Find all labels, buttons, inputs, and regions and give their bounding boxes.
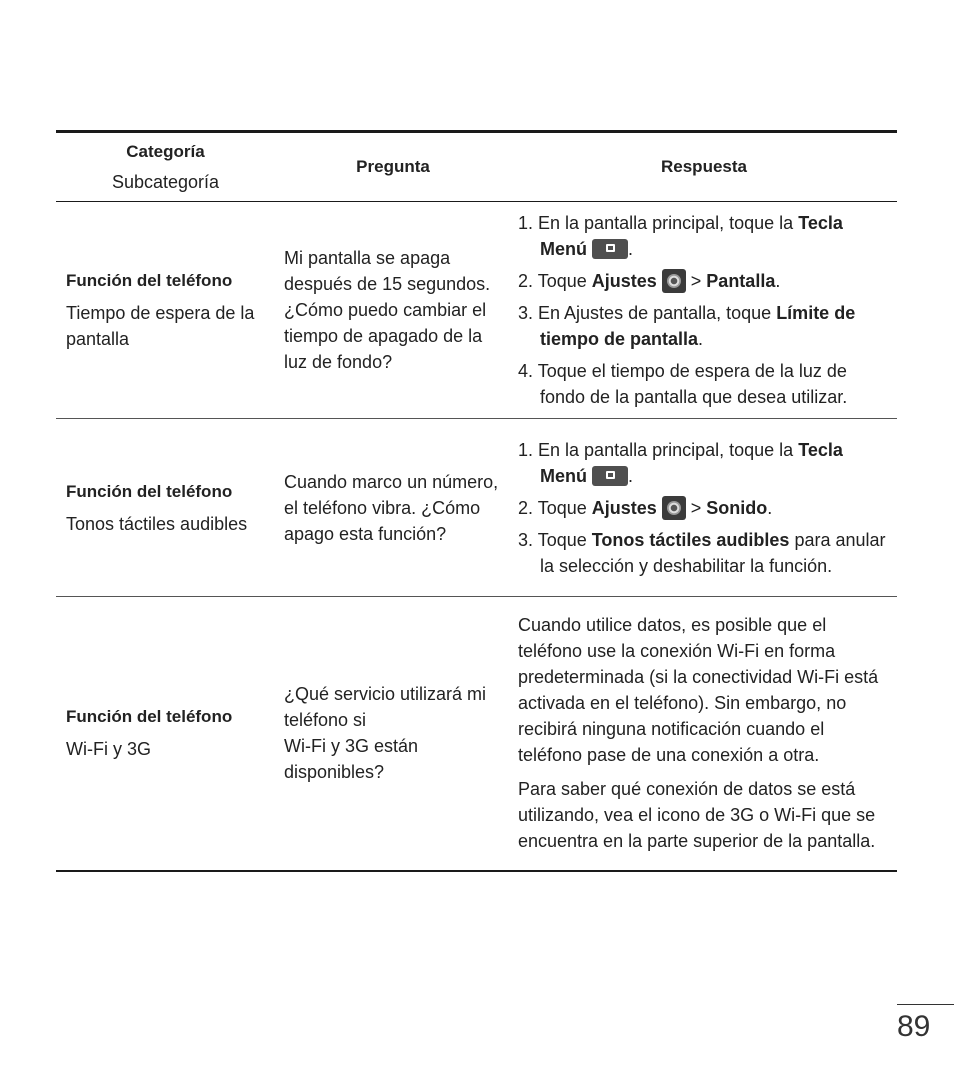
- table-row: [56, 419, 897, 597]
- header-question: Pregunta: [275, 132, 511, 202]
- answer-steps: [518, 437, 887, 579]
- step-item: 1. En la pantalla principal, toque la Tecla Menú .: [518, 213, 843, 259]
- menu-key-icon: [592, 466, 628, 486]
- category-title: Función del teléfono: [66, 707, 233, 727]
- step-item: 2. Toque Ajustes > Sonido.: [518, 497, 773, 518]
- category-cell: [56, 419, 275, 597]
- step-item: 3. En Ajustes de pantalla, toque Límite de tiempo de pantalla.: [518, 303, 856, 349]
- answer-paragraph: Cuando utilice datos, es posible que el teléfono use la conexión Wi-Fi en forma predeterminada (si la conectividad Wi-Fi está activada en el teléfono). Sin embargo, no recibirá ninguna notificación cuando el teléfono pase de una conexión a otra.: [518, 615, 879, 766]
- category-cell: [56, 202, 275, 419]
- answer-steps: [518, 210, 887, 410]
- answer-paragraph: Para saber qué conexión de datos se está utilizando, vea el icono de 3G o Wi-Fi que se encuentra en la parte superior de la pantalla.: [518, 779, 876, 852]
- question-line: Wi-Fi y 3G están disponibles?: [284, 736, 419, 783]
- answer-cell: [511, 419, 897, 597]
- category-cell: [56, 597, 275, 871]
- step-item: 1. En la pantalla principal, toque la Tecla Menú .: [518, 439, 843, 486]
- question-cell: Cuando marco un número, el teléfono vibra. ¿Cómo apago esta función?: [275, 419, 511, 597]
- header-category-label: Categoría: [126, 142, 205, 161]
- subcategory-text: Wi-Fi y 3G: [66, 739, 151, 760]
- subcategory-text: Tonos táctiles audibles: [66, 513, 248, 534]
- settings-gear-icon: [662, 496, 686, 520]
- page-number: 89: [897, 1010, 931, 1043]
- header-answer: Respuesta: [511, 132, 897, 202]
- step-item: 2. Toque Ajustes > Pantalla.: [518, 271, 781, 291]
- faq-table: [56, 130, 897, 872]
- header-category: [56, 132, 275, 202]
- settings-gear-icon: [662, 269, 686, 293]
- step-item: 3. Toque Tonos táctiles audibles para anular la selección y deshabilitar la función.: [518, 529, 886, 576]
- table-row: [56, 202, 897, 419]
- category-title: Función del teléfono: [66, 481, 233, 501]
- table-header-row: [56, 132, 897, 202]
- menu-key-icon: [592, 239, 628, 259]
- answer-cell: [511, 597, 897, 871]
- question-cell: [275, 597, 511, 871]
- question-line: ¿Qué servicio utilizará mi teléfono si: [284, 684, 487, 731]
- page-number-rule: [897, 1004, 954, 1005]
- table-row: [56, 597, 897, 871]
- answer-cell: [511, 202, 897, 419]
- header-subcategory-label: Subcategoría: [111, 172, 220, 192]
- subcategory-text: Tiempo de espera de la pantalla: [66, 303, 255, 349]
- question-cell: Mi pantalla se apaga después de 15 segundos. ¿Cómo puedo cambiar el tiempo de apagado de la luz de fondo?: [275, 202, 511, 419]
- category-title: Función del teléfono: [66, 271, 233, 290]
- step-item: 4. Toque el tiempo de espera de la luz de fondo de la pantalla que desea utilizar.: [518, 361, 848, 407]
